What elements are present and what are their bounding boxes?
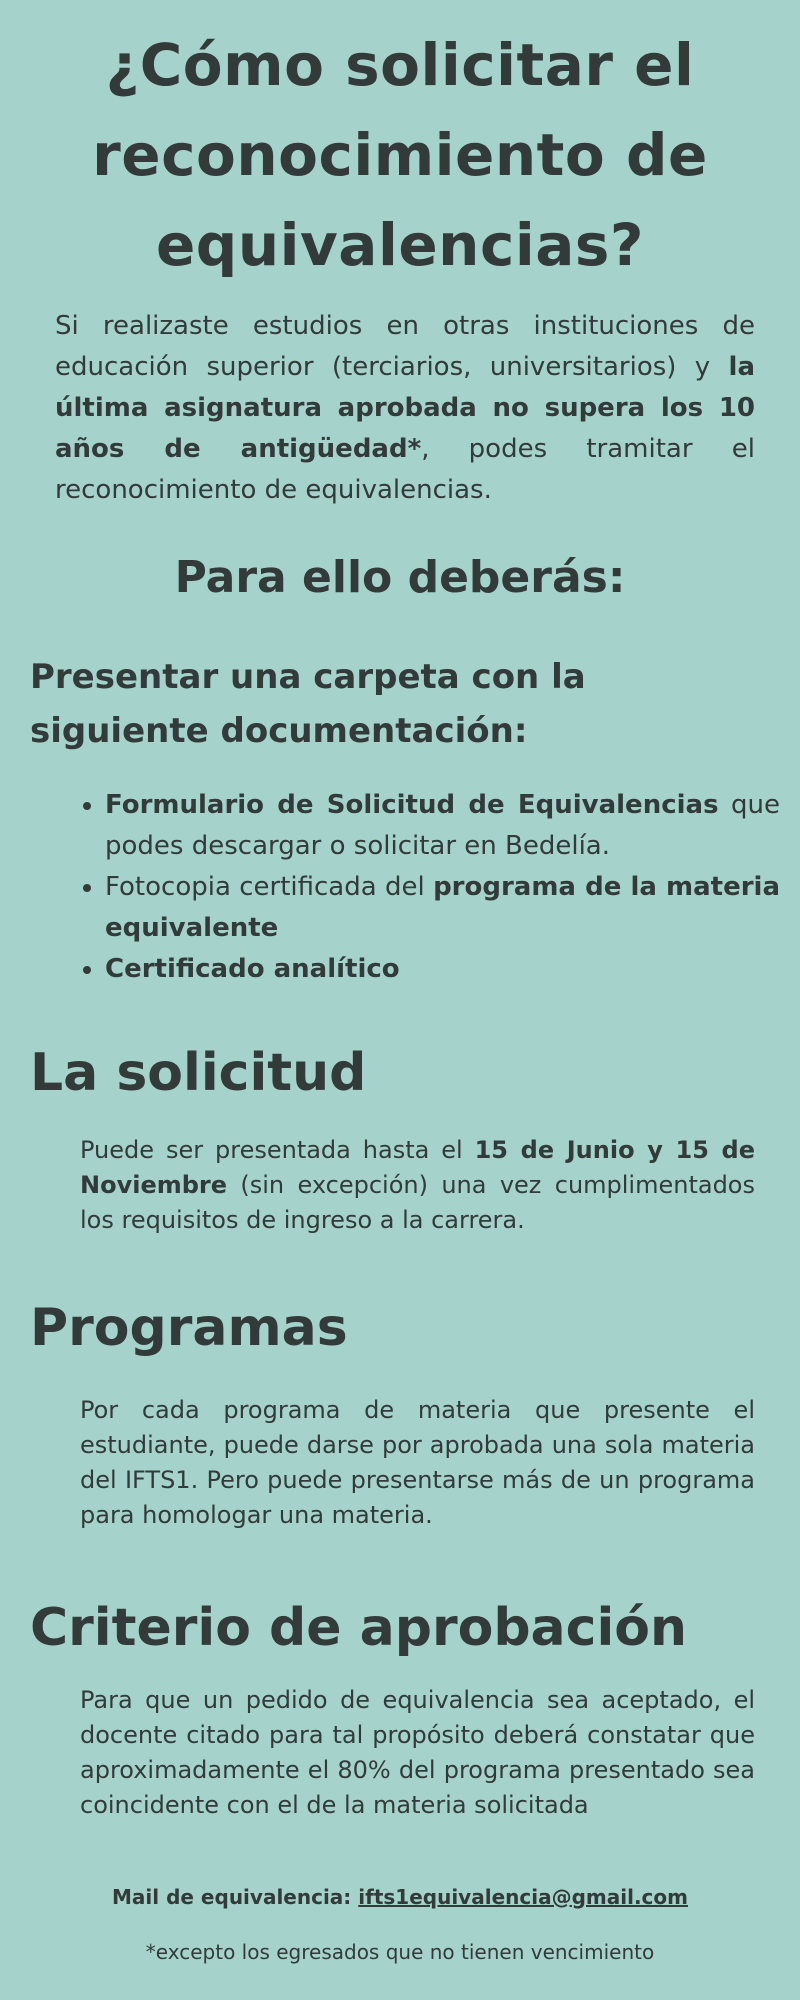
solicitud-paragraph [80,1133,755,1238]
criterio-paragraph: Para que un pedido de equivalencia sea aceptado, el docente citado para tal propósito deberá constatar que aproximadamente el 80% del programa presentado sea coincidente con el de la materia solicitada [80,1686,755,1819]
para-ello-heading: Para ello deberás: [174,552,626,603]
document-list [80,785,780,990]
list-item-bold: Certificado analítico [105,954,400,984]
intro-text-1: Si realizaste estudios en otras instituciones de educación superior (terciarios, universitarios) y [55,311,755,382]
list-item-text: que podes descargar o solicitar en Bedelía. [105,790,780,861]
carpeta-heading: Presentar una carpeta con la siguiente documentación: [30,657,586,751]
solicitud-text-2: (sin excepción) una vez cumplimentados los requisitos de ingreso a la carrera. [80,1171,755,1234]
intro-text-2: , podes tramitar el reconocimiento de equivalencias. [55,434,755,505]
mail-line [40,1885,760,1909]
programas-paragraph: Por cada programa de materia que presente el estudiante, puede darse por aprobada una sola materia del IFTS1. Pero puede presentarse más de un programa para homologar una materia. [80,1396,755,1529]
list-item [105,867,780,949]
criterio-heading: Criterio de aprobación [30,1598,688,1658]
solicitud-text-1: Puede ser presentada hasta el [80,1136,475,1164]
intro-paragraph [55,306,755,511]
footnote: *excepto los egresados que no tienen vencimiento [145,1940,655,1964]
mail-link[interactable]: ifts1equivalencia@gmail.com [358,1885,688,1909]
page-title: ¿Cómo solicitar el reconocimiento de equivalencias? [92,31,708,279]
intro-bold: la última asignatura aprobada no supera los 10 años de antigüedad* [55,352,755,464]
list-item [105,949,780,990]
list-item [105,785,780,867]
solicitud-bold: 15 de Junio y 15 de Noviembre [80,1136,755,1199]
list-item-text: Fotocopia certificada del [105,872,434,902]
programas-heading: Programas [30,1298,348,1358]
solicitud-heading: La solicitud [30,1043,367,1103]
list-item-bold: programa de la materia equivalente [105,872,781,943]
mail-label: Mail de equivalencia: [112,1885,359,1909]
list-item-bold: Formulario de Solicitud de Equivalencias [105,790,719,820]
